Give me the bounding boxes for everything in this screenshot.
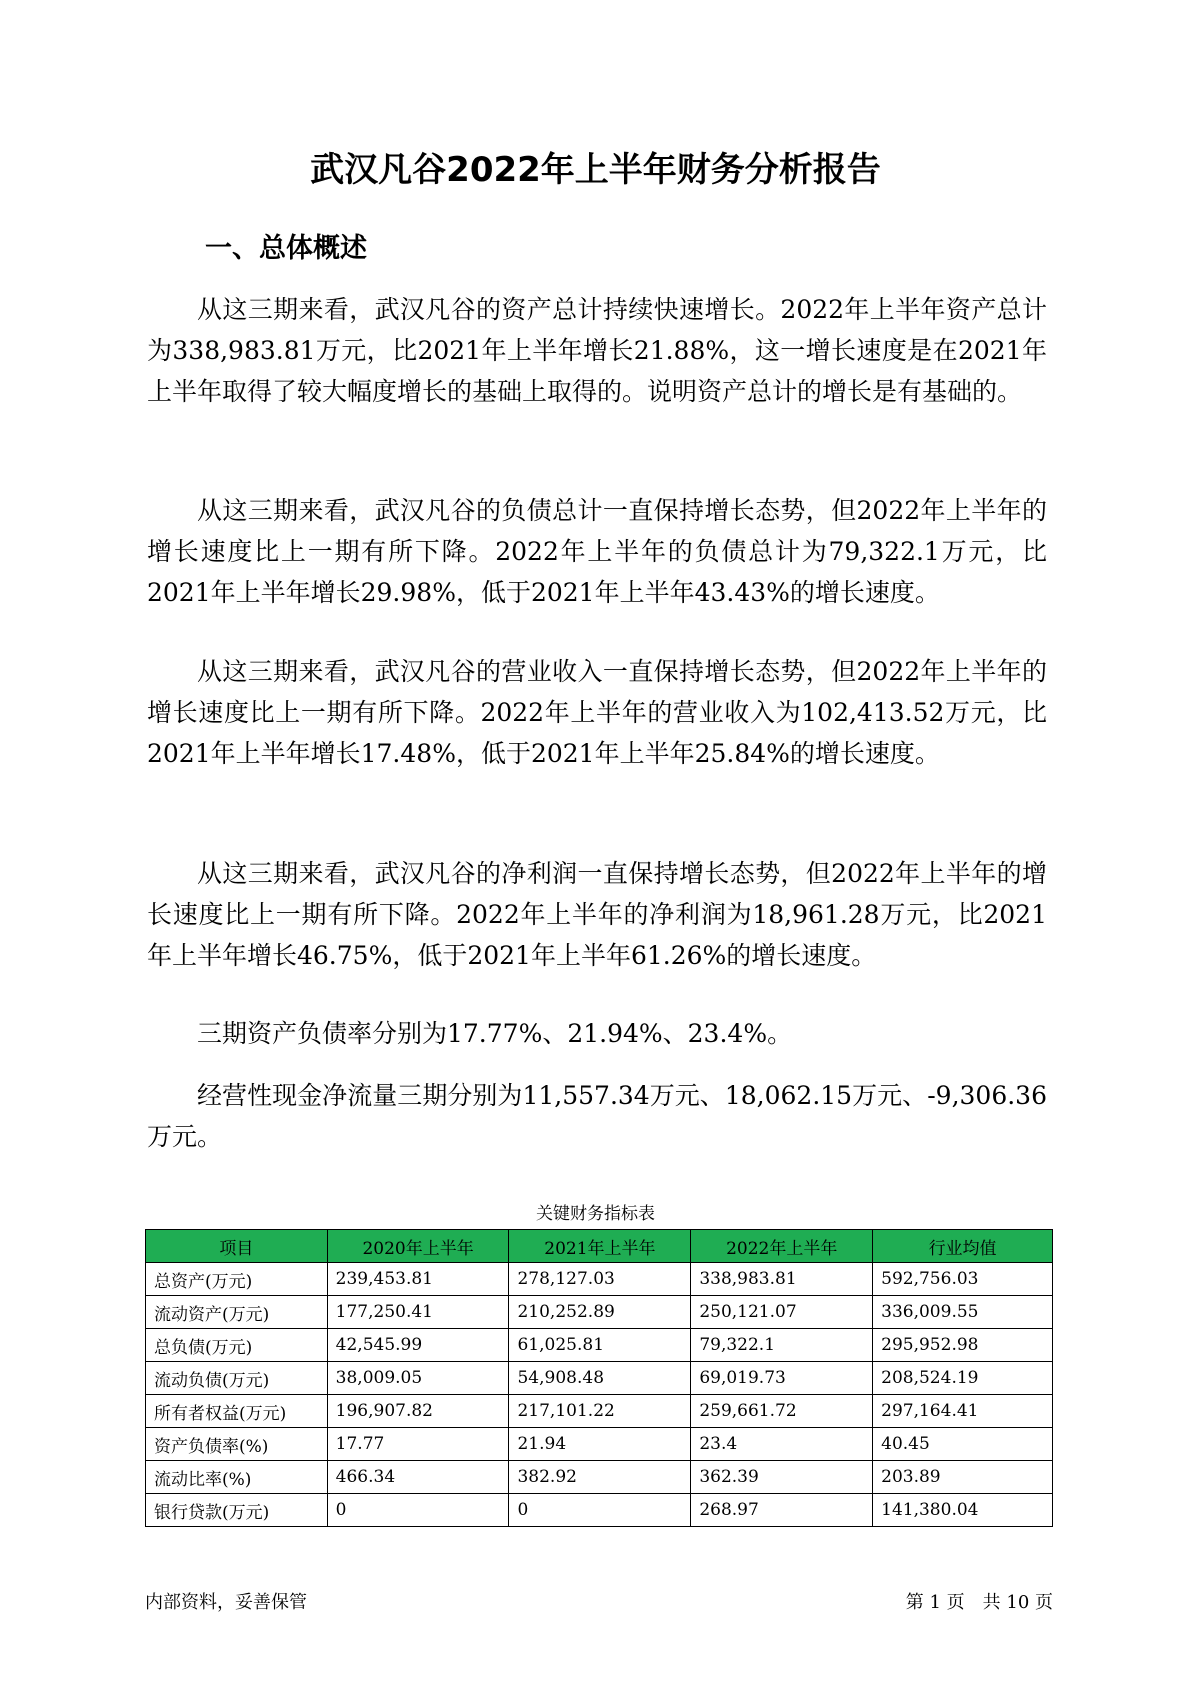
table-cell: 338,983.81: [691, 1263, 873, 1296]
page-title: 武汉凡谷2022年上半年财务分析报告: [310, 150, 881, 190]
table-cell: 42,545.99: [327, 1329, 509, 1362]
table-cell: 23.4: [691, 1428, 873, 1461]
paragraph-debt-ratio: 三期资产负债率分别为17.77%、21.94%、23.4%。: [197, 1019, 793, 1048]
table-cell: 592,756.03: [873, 1263, 1053, 1296]
paragraph-revenue: 从这三期来看，武汉凡谷的营业收入一直保持增长态势，但2022年上半年的增长速度比上一期有所下降。2022年上半年的营业收入为102,413.52万元，比2021年上半年增长17.48%，低于2021年上半年25.84%的增长速度。: [147, 657, 1047, 768]
table-cell: 362.39: [691, 1461, 873, 1494]
table-cell: 总负债(万元): [146, 1329, 328, 1362]
table-cell: 382.92: [509, 1461, 691, 1494]
table-cell: 177,250.41: [327, 1296, 509, 1329]
table-cell: 141,380.04: [873, 1494, 1053, 1527]
table-cell: 0: [327, 1494, 509, 1527]
table-cell: 总资产(万元): [146, 1263, 328, 1296]
table-cell: 流动负债(万元): [146, 1362, 328, 1395]
table-cell: 203.89: [873, 1461, 1053, 1494]
table-cell: 250,121.07: [691, 1296, 873, 1329]
table-cell: 银行贷款(万元): [146, 1494, 328, 1527]
table-cell: 208,524.19: [873, 1362, 1053, 1395]
table-row: [146, 1263, 1053, 1296]
table-row: [146, 1494, 1053, 1527]
table-header-cell: 行业均值: [873, 1230, 1053, 1263]
table-cell: 流动资产(万元): [146, 1296, 328, 1329]
table-row: [146, 1395, 1053, 1428]
table-header-cell: 2022年上半年: [691, 1230, 873, 1263]
table-cell: 0: [509, 1494, 691, 1527]
table-cell: 278,127.03: [509, 1263, 691, 1296]
table-cell: 268.97: [691, 1494, 873, 1527]
table-row: [146, 1296, 1053, 1329]
table-cell: 所有者权益(万元): [146, 1395, 328, 1428]
table-cell: 79,322.1: [691, 1329, 873, 1362]
table-cell: 61,025.81: [509, 1329, 691, 1362]
paragraph-cash-flow: 经营性现金净流量三期分别为11,557.34万元、18,062.15万元、-9,306.36万元。: [147, 1081, 1047, 1151]
table-cell: 336,009.55: [873, 1296, 1053, 1329]
table-cell: 17.77: [327, 1428, 509, 1461]
table-cell: 21.94: [509, 1428, 691, 1461]
table-row: [146, 1428, 1053, 1461]
key-financial-indicators-table: [145, 1229, 1053, 1527]
table-cell: 40.45: [873, 1428, 1053, 1461]
table-row: [146, 1362, 1053, 1395]
table-cell: 196,907.82: [327, 1395, 509, 1428]
table-row: [146, 1461, 1053, 1494]
section-heading: 一、总体概述: [205, 233, 367, 264]
table-row: [146, 1329, 1053, 1362]
table-header-cell: 2020年上半年: [327, 1230, 509, 1263]
paragraph-assets: 从这三期来看，武汉凡谷的资产总计持续快速增长。2022年上半年资产总计为338,983.81万元，比2021年上半年增长21.88%，这一增长速度是在2021年上半年取得了较大幅度增长的基础上取得的。说明资产总计的增长是有基础的。: [147, 295, 1047, 406]
table-cell: 资产负债率(%): [146, 1428, 328, 1461]
table-header-row: [146, 1230, 1053, 1263]
table-cell: 297,164.41: [873, 1395, 1053, 1428]
table-cell: 466.34: [327, 1461, 509, 1494]
table-cell: 259,661.72: [691, 1395, 873, 1428]
table-caption: 关键财务指标表: [536, 1204, 655, 1224]
table-cell: 69,019.73: [691, 1362, 873, 1395]
paragraph-net-profit: 从这三期来看，武汉凡谷的净利润一直保持增长态势，但2022年上半年的增长速度比上一期有所下降。2022年上半年的净利润为18,961.28万元，比2021年上半年增长46.75%，低于2021年上半年61.26%的增长速度。: [147, 859, 1047, 970]
table-cell: 295,952.98: [873, 1329, 1053, 1362]
table-cell: 210,252.89: [509, 1296, 691, 1329]
table-cell: 54,908.48: [509, 1362, 691, 1395]
table-cell: 217,101.22: [509, 1395, 691, 1428]
footer-confidential-note: 内部资料，妥善保管: [145, 1592, 307, 1613]
table-cell: 239,453.81: [327, 1263, 509, 1296]
table-cell: 流动比率(%): [146, 1461, 328, 1494]
table-header-cell: 2021年上半年: [509, 1230, 691, 1263]
table-cell: 38,009.05: [327, 1362, 509, 1395]
paragraph-liabilities: 从这三期来看，武汉凡谷的负债总计一直保持增长态势，但2022年上半年的增长速度比上一期有所下降。2022年上半年的负债总计为79,322.1万元，比2021年上半年增长29.98%，低于2021年上半年43.43%的增长速度。: [147, 496, 1047, 607]
footer-page-number: 第 1 页 共 10 页: [905, 1592, 1053, 1613]
table-header-cell: 项目: [146, 1230, 328, 1263]
